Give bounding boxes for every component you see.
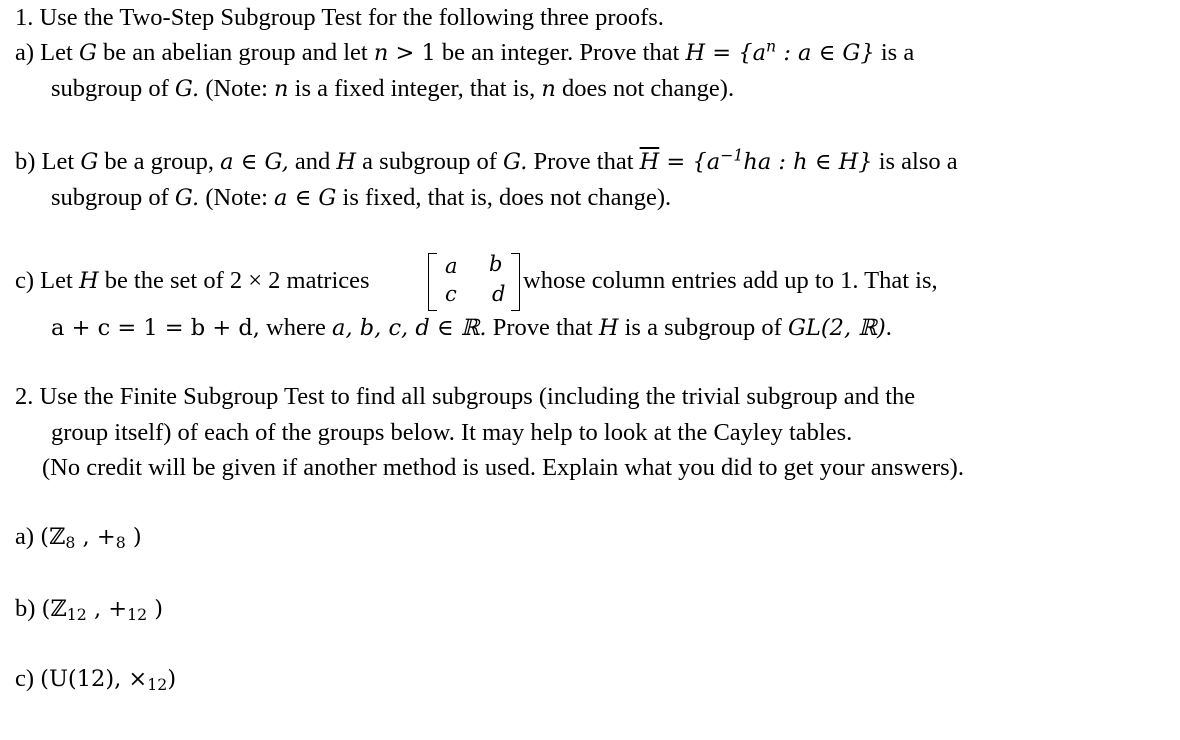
matrix-entry-a: a: [445, 254, 458, 278]
q2a-group: (ℤ$_8$ , $+_8$ ): [40, 524, 142, 552]
q1b-math-G: G.: [174, 185, 200, 211]
q2c-label: c): [15, 665, 41, 692]
matrix-entry-c: c: [445, 282, 457, 306]
matrix-entry-d: d: [492, 282, 506, 306]
q1c-text: where: [259, 314, 333, 341]
q1c-math-H: H: [598, 315, 619, 341]
q1c-text: c) Let: [15, 267, 79, 294]
q1c-text: Prove that: [486, 314, 599, 341]
q1b-text: a subgroup of: [356, 148, 504, 175]
q1b-text: Prove that: [527, 148, 640, 175]
q2a-item: [15, 525, 142, 550]
q2b-item: [15, 597, 163, 622]
q1-intro: 1. Use the Two-Step Subgroup Test for the following three proofs.: [15, 4, 664, 31]
q1a-math-n: n: [274, 76, 289, 102]
q2a-label: a): [15, 523, 41, 550]
q1c-line2: [51, 316, 892, 341]
q1b-text: be a group,: [98, 148, 221, 175]
q1a-text: (Note:: [199, 75, 275, 102]
q1c-math-vars: a, b, c, d ∈ ℝ.: [332, 315, 487, 341]
q2-line1: 2. Use the Finite Subgroup Test to find all subgroups (including the trivial subgroup and the: [15, 383, 916, 410]
q2-line3: (No credit will be given if another method is used. Explain what you did to get your answers).: [42, 454, 964, 481]
q1b-line2: [51, 186, 671, 211]
q1a-math-H: H: [685, 40, 706, 66]
q1a-line1: [15, 36, 915, 66]
q2c-group: (U(12), $\times_{12}$): [40, 666, 177, 694]
q1b-text: (Note:: [199, 184, 275, 211]
q1a-text: be an integer. Prove that: [435, 39, 686, 66]
q1a-math-n: n: [373, 40, 389, 66]
q2b-label: b): [15, 595, 42, 622]
q1b-math-H: H: [336, 149, 357, 175]
matrix-right-bracket: [511, 253, 520, 311]
q1a-math-G: G: [78, 40, 97, 66]
q1b-math-Hbar: $\overline{H}$: [639, 149, 660, 175]
q1a-text: is a fixed integer, that is,: [288, 75, 542, 102]
q1c-math-H: H: [78, 268, 99, 294]
q1c-text: be the set of 2 × 2 matrices: [98, 267, 370, 294]
q1c-line1-left: [15, 269, 370, 294]
q1a-text: subgroup of: [51, 75, 175, 102]
q1a-text: a) Let: [15, 39, 79, 66]
q1b-math-aG: a ∈ G: [274, 185, 337, 211]
q1c-text: is a subgroup of: [618, 314, 788, 341]
q1a-math-n: n: [541, 76, 556, 102]
q2b-group: (ℤ$_{12}$ , $+_{12}$ ): [41, 596, 164, 624]
q1b-text: subgroup of: [51, 184, 175, 211]
q1b-math-G: G.: [503, 149, 528, 175]
q1a-line2: [51, 77, 734, 102]
matrix-2x2: [428, 253, 520, 311]
q2c-item: [15, 667, 176, 692]
q1c-math-GL: GL(2, ℝ): [787, 315, 886, 341]
q1a-text: is a: [874, 39, 915, 66]
q1c-line1-right: whose column entries add up to 1. That is,: [523, 267, 938, 294]
q1a-set: = {$a^n$ : a ∈ G}: [705, 36, 875, 66]
q1b-set: = {$a^{-1}ha$ : h ∈ H}: [659, 145, 873, 175]
matrix-left-bracket: [428, 253, 437, 311]
q1a-math-G: G.: [174, 76, 200, 102]
q1b-text: b) Let: [15, 148, 81, 175]
q1b-math-G: G: [80, 149, 99, 175]
matrix-entry-b: b: [489, 252, 503, 276]
q1c-text: .: [885, 314, 892, 341]
q1b-text: is fixed, that is, does not change).: [336, 184, 672, 211]
q1a-text: does not change).: [555, 75, 735, 102]
q1b-math-aG: a ∈ G,: [220, 149, 289, 175]
q1a-math-gt1: > 1: [388, 40, 436, 66]
q2-line2: group itself) of each of the groups below. It may help to look at the Cayley tables.: [51, 419, 853, 446]
q1c-math-eq: a + c = 1 = b + d,: [51, 315, 260, 341]
q1b-text: is also a: [872, 148, 958, 175]
q1a-text: be an abelian group and let: [96, 39, 374, 66]
q1b-text: and: [288, 148, 337, 175]
q1b-line1: [15, 145, 958, 175]
